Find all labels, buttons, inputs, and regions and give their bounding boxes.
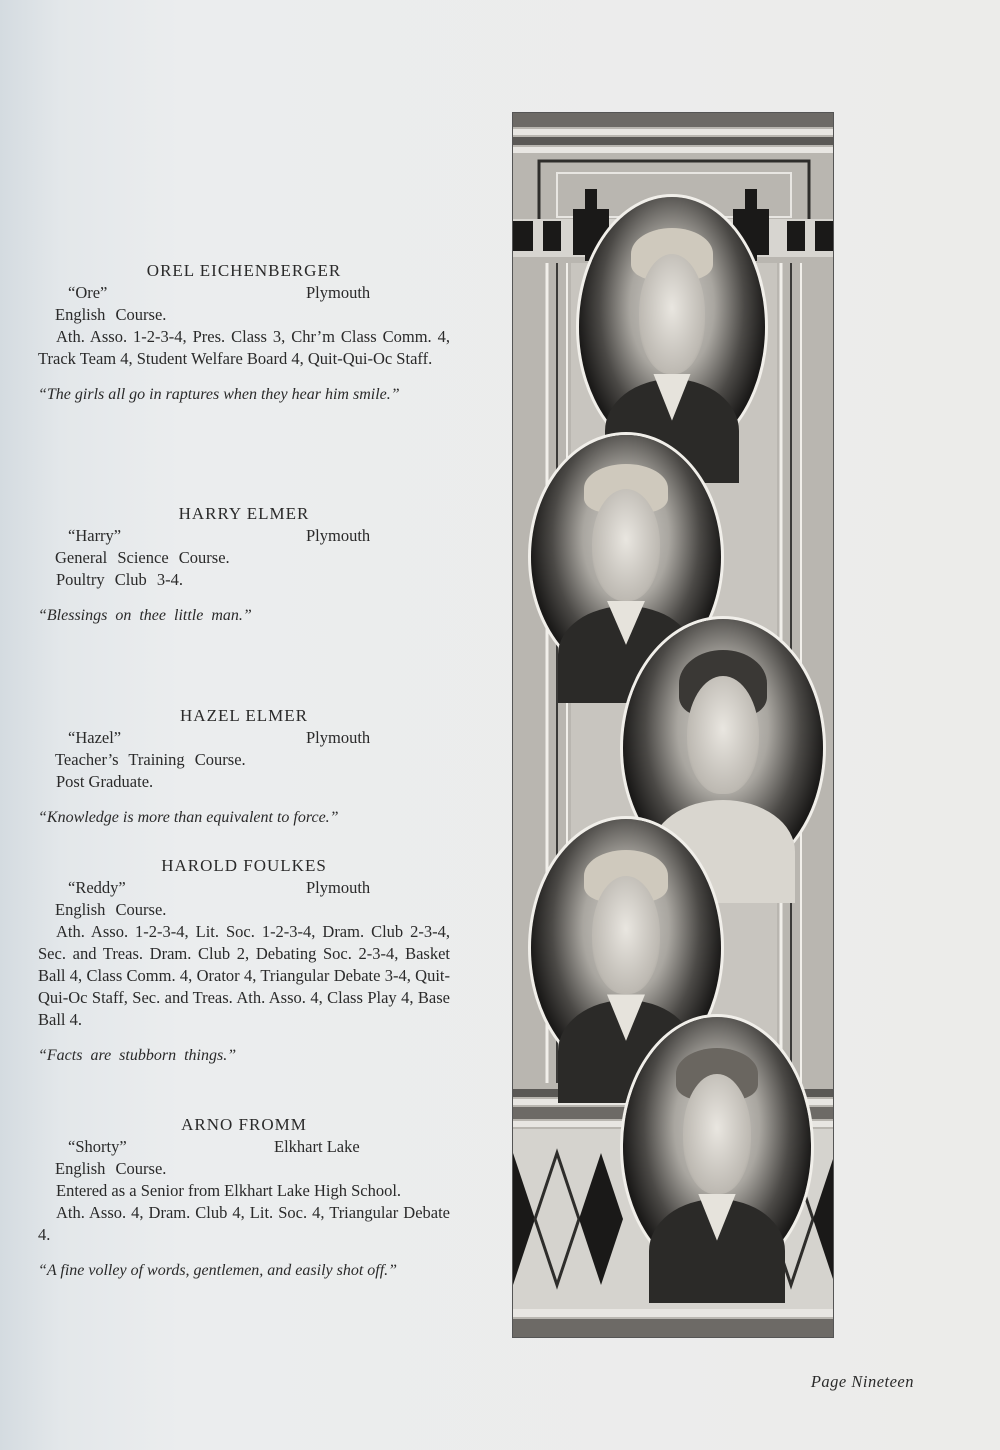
entry-harry-elmer — [38, 503, 450, 627]
student-nickname: “Harry” — [68, 526, 122, 545]
student-name: HAROLD FOULKES — [161, 856, 327, 875]
entry-orel-eichenberger — [38, 260, 450, 406]
student-course: English Course. — [55, 900, 167, 919]
student-town: Plymouth — [306, 878, 371, 897]
face — [687, 676, 759, 795]
nickname-town-row — [38, 1136, 450, 1158]
student-quote: “Facts are stubborn things.” — [38, 1047, 237, 1064]
student-quote: “Knowledge is more than equivalent to force.” — [38, 809, 339, 826]
student-activities: Poultry Club 3-4. — [56, 570, 184, 589]
face — [592, 489, 660, 601]
page-number: Page Nineteen — [810, 1372, 914, 1391]
student-town: Plymouth — [306, 283, 371, 302]
student-activities: Ath. Asso. 1-2-3-4, Lit. Soc. 1-2-3-4, Dram. Club 2-3-4, Sec. and Treas. Dram. Club 2, Debating Soc. 2-3-4, Basket Ball 4, Class Comm. 4, Orator 4, Triangular Debate 3-4, Quit-Qui-Oc Staff, Sec. and Treas. Ath. Asso. 4, Class Play 4, Base Ball 4. — [38, 922, 450, 1029]
student-nickname: “Hazel” — [68, 728, 122, 747]
student-name: HARRY ELMER — [178, 504, 310, 523]
student-course: English Course. — [55, 1159, 167, 1178]
student-activities: Post Graduate. — [56, 772, 154, 791]
student-course: Teacher’s Training Course. — [55, 750, 246, 769]
student-note: Entered as a Senior from Elkhart Lake High School. — [56, 1181, 402, 1200]
student-name: HAZEL ELMER — [180, 706, 308, 725]
student-quote: “A fine volley of words, gentlemen, and easily shot off.” — [38, 1262, 398, 1279]
student-activities: Ath. Asso. 4, Dram. Club 4, Lit. Soc. 4, Triangular Debate 4. — [38, 1203, 450, 1244]
student-town: Plymouth — [306, 728, 371, 747]
entry-arno-fromm — [38, 1114, 450, 1282]
student-name: OREL EICHENBERGER — [146, 261, 342, 280]
face — [683, 1074, 751, 1194]
student-nickname: “Ore” — [68, 283, 108, 302]
student-town: Plymouth — [306, 526, 371, 545]
student-quote: “Blessings on thee little man.” — [38, 607, 252, 624]
face — [592, 876, 660, 995]
entry-hazel-elmer — [38, 705, 450, 829]
face — [639, 254, 706, 374]
nickname-town-row — [38, 877, 450, 899]
student-course: English Course. — [55, 305, 167, 324]
student-town: Elkhart Lake — [274, 1137, 360, 1156]
portrait-strip — [512, 112, 834, 1338]
entry-harold-foulkes — [38, 855, 450, 1067]
student-name: ARNO FROMM — [181, 1115, 307, 1134]
nickname-town-row — [38, 525, 450, 547]
portrait-photo — [579, 197, 765, 457]
portrait-photo — [623, 1017, 811, 1277]
student-quote: “The girls all go in raptures when they hear him smile.” — [38, 386, 400, 403]
student-course: General Science Course. — [55, 548, 230, 567]
student-activities: Ath. Asso. 1-2-3-4, Pres. Class 3, Chr’m Class Comm. 4, Track Team 4, Student Welfare Board 4, Quit-Qui-Oc Staff. — [38, 327, 450, 368]
nickname-town-row — [38, 282, 450, 304]
student-nickname: “Reddy” — [68, 878, 126, 897]
student-nickname: “Shorty” — [68, 1137, 127, 1156]
nickname-town-row — [38, 727, 450, 749]
